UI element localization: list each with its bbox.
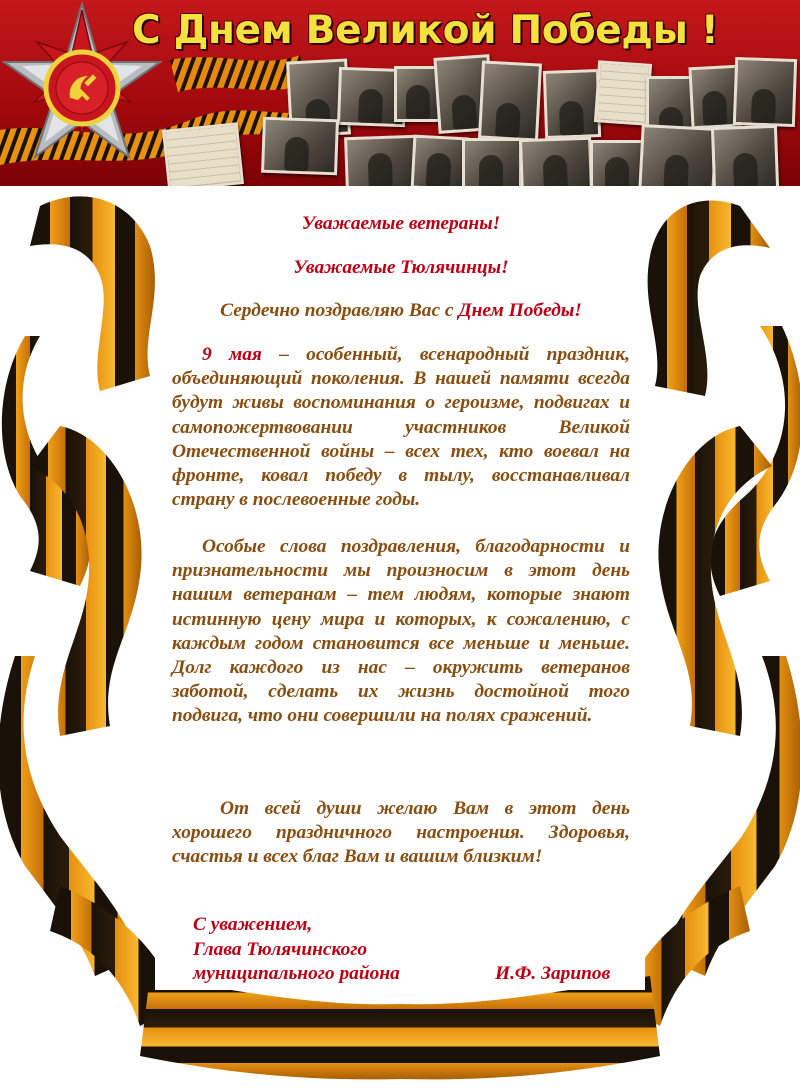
header-banner	[0, 0, 800, 186]
collage-photo	[478, 60, 542, 141]
collage-letter	[594, 60, 652, 126]
greeting-residents: Уважаемые Тюлячинцы!	[293, 257, 509, 278]
date-highlight: 9 мая	[202, 344, 262, 365]
congrats-highlight: Днем Победы!	[458, 300, 582, 321]
collage-photo	[733, 57, 797, 127]
paragraph-2: Особые слова поздравления, благодарности и признательности мы произносим в этот день нашим ветеранам – тем людям, которые знают истинную цену мира и которых, к сожалению, с каждым годом становится все меньше и меньше. Долг каждого из нас – окружить ветеранов заботой, сделать их жизнь достойной того подвига, что они совершили на полях сражений.	[172, 536, 630, 727]
signer-name: И.Ф. Зарипов	[495, 963, 611, 984]
collage-photo	[519, 137, 593, 186]
collage-photo	[590, 140, 646, 186]
greeting-veterans: Уважаемые ветераны!	[301, 213, 501, 234]
banner-title: С Днем Великой Победы !	[132, 8, 719, 53]
signature-line-3: муниципального района	[193, 963, 400, 984]
paragraph-3: От всей души желаю Вам в этот день хорошего праздничного настроения. Здоровья, счастья и всех благ Вам и вашим близким!	[172, 798, 630, 868]
hammer-sickle-icon	[62, 68, 102, 108]
signature-line-2: Глава Тюлячинского	[193, 939, 368, 960]
signature-line-1: С уважением,	[193, 914, 313, 935]
collage-letter	[162, 122, 244, 186]
collage-photo	[344, 135, 420, 186]
collage-photo	[543, 69, 601, 139]
collage-photo	[261, 117, 339, 176]
collage-photo	[711, 125, 779, 186]
congrats-prefix: Сердечно поздравляю Вас с	[220, 300, 459, 321]
collage-photo	[638, 124, 717, 186]
collage-photo	[411, 135, 470, 186]
congrats-line	[172, 299, 630, 323]
paragraph-1-text: – особенный, всенародный праздник, объединяющий поколения. В нашей памяти всегда будут живы воспоминания о героизме, подвигах и самопожертвовании участников Великой Отечественной войны – всех тех, кто воевал на фронте, ковал победу в тылу, восстанавливал страну в послевоенные годы.	[172, 344, 630, 511]
paragraph-1	[172, 343, 630, 512]
collage-photo	[462, 138, 522, 186]
